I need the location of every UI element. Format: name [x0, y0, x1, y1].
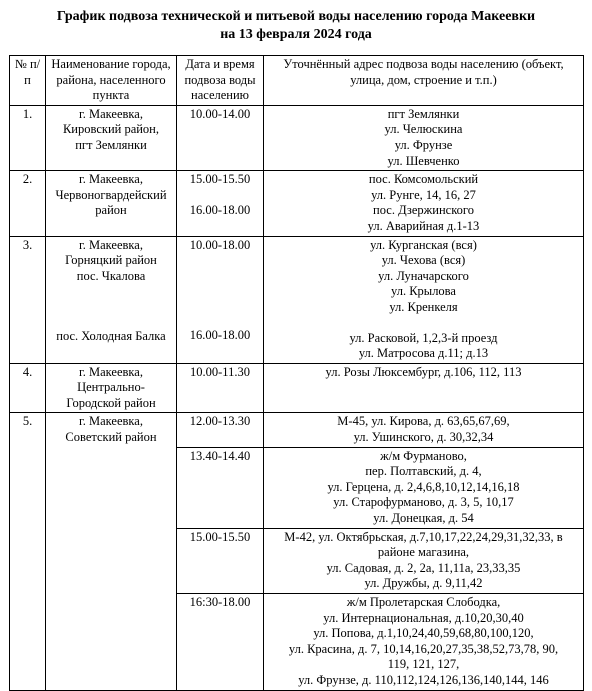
row-address: ж/м Фурманово, пер. Полтавский, д. 4, ул. Герцена, д. 2,4,6,8,10,12,14,16,18 ул. Старофурманово, д. 3, 5, 10,17 ул. Донецкая, д. 54 [264, 447, 584, 528]
table-row [10, 363, 584, 413]
header-address: Уточнённый адрес подвоза воды населению (объект, улица, дом, строение и т.п.) [264, 56, 584, 106]
row-time: 15.00-15.50 16.00-18.00 [177, 171, 264, 236]
row-num: 4. [10, 363, 46, 413]
row-address: пос. Комсомольский ул. Рунге, 14, 16, 27 пос. Дзержинского ул. Аварийная д.1-13 [264, 171, 584, 236]
title-line-2: на 13 февраля 2024 года [220, 27, 372, 42]
header-time: Дата и время подвоза воды населению [177, 56, 264, 106]
row-time: 12.00-13.30 [177, 413, 264, 447]
row-name-2: пос. Холодная Балка [56, 329, 166, 344]
document-title [0, 8, 592, 44]
row-time: 10.00-18.00 16.00-18.00 [177, 236, 264, 363]
water-schedule-table [9, 55, 584, 691]
row-time: 10.00-14.00 [177, 105, 264, 170]
table-row [10, 171, 584, 236]
title-line-1: График подвоза технической и питьевой воды населению города Макеевки [56, 9, 536, 24]
row-time: 16:30-18.00 [177, 594, 264, 691]
row-name: г. Макеевка, Кировский район, пгт Землянки [46, 105, 177, 170]
row-num: 2. [10, 171, 46, 236]
table-row [10, 413, 584, 447]
row-num: 5. [10, 413, 46, 690]
header-row [10, 56, 584, 106]
table-row [10, 236, 584, 363]
row-name: г. Макеевка, Горняцкий район пос. Чкалова пос. Холодная Балка [46, 236, 177, 363]
row-time: 15.00-15.50 [177, 528, 264, 593]
row-address: М-45, ул. Кирова, д. 63,65,67,69, ул. Ушинского, д. 30,32,34 [264, 413, 584, 447]
header-num: № п/п [10, 56, 46, 106]
row-num: 1. [10, 105, 46, 170]
row-address: ул. Курганская (вся) ул. Чехова (вся) ул. Луначарского ул. Крылова ул. Кренкеля ул. Расковой, 1,2,3-й проезд ул. Матросова д.11; д.13 [264, 236, 584, 363]
row-address: ж/м Пролетарская Слободка, ул. Интернациональная, д.10,20,30,40 ул. Попова, д.1,10,24,40,59,68,80,100,120, ул. Красина, д. 7, 10,14,16,20,27,35,38,52,73,78, 90, 119, 121, 127, ул. Фрунзе, д. 110,112,124,126,136,140,144, 146 [264, 594, 584, 691]
row-name: г. Макеевка, Центрально- Городской район [46, 363, 177, 413]
row-address: пгт Землянки ул. Челюскина ул. Фрунзе ул. Шевченко [264, 105, 584, 170]
row-time: 13.40-14.40 [177, 447, 264, 528]
row-time: 10.00-11.30 [177, 363, 264, 413]
row-address: ул. Розы Люксембург, д.106, 112, 113 [264, 363, 584, 413]
row-address: М-42, ул. Октябрьская, д.7,10,17,22,24,29,31,32,33, в районе магазина, ул. Садовая, д. 2, 2а, 11,11а, 23,33,35 ул. Дружбы, д. 9,11,42 [264, 528, 584, 593]
row-name: г. Макеевка, Червоногвардейский район [46, 171, 177, 236]
row-name: г. Макеевка, Советский район [46, 413, 177, 690]
table-row [10, 105, 584, 170]
header-name: Наименование города, района, населенного пункта [46, 56, 177, 106]
row-num: 3. [10, 236, 46, 363]
